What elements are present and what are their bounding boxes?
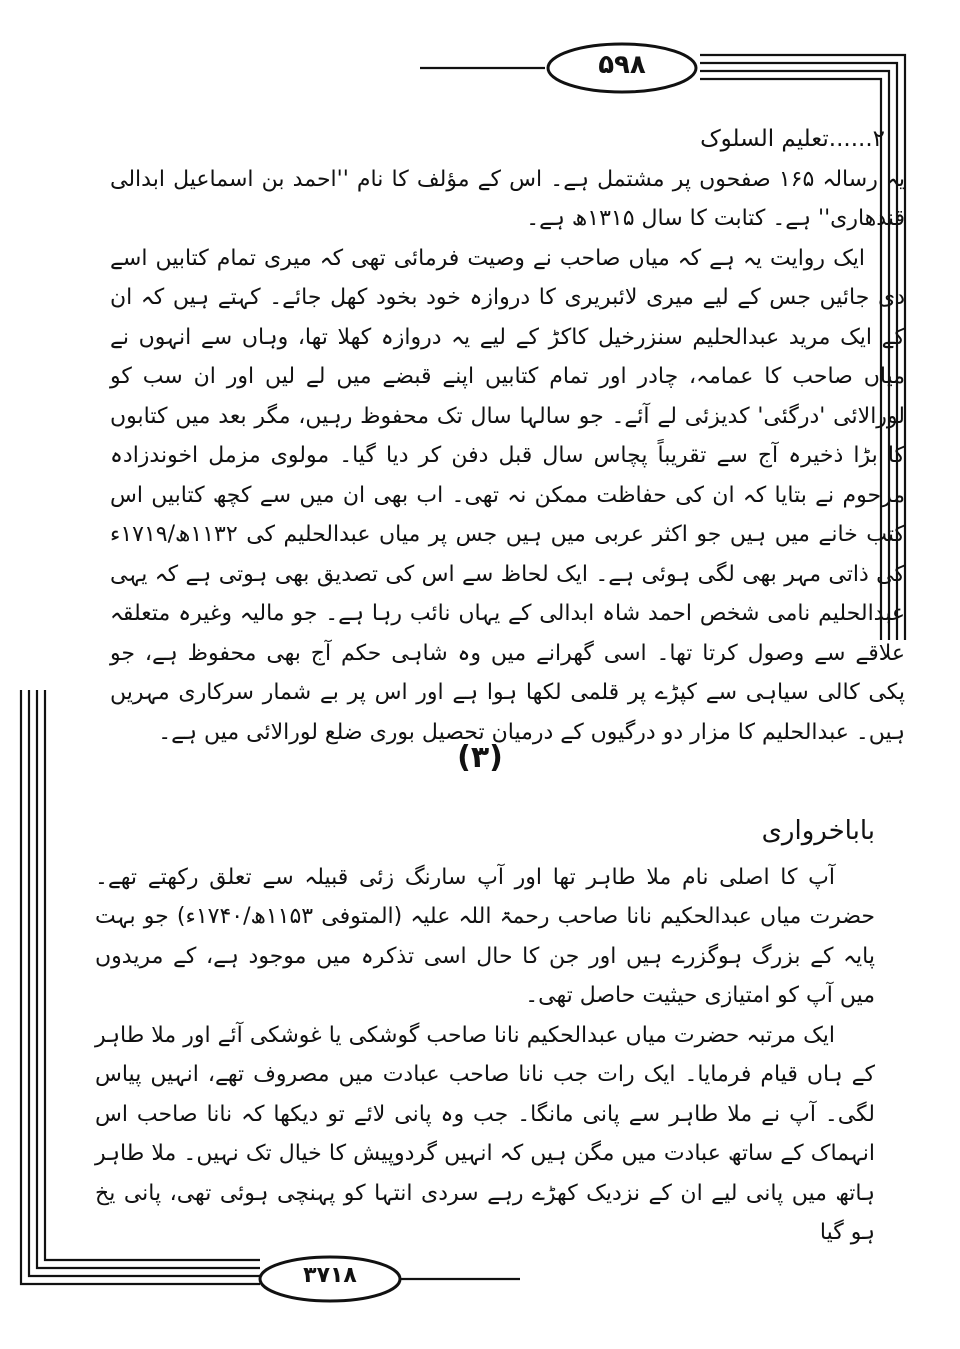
page-number-top: ۵۹۸ [598, 50, 646, 80]
paragraph-risala-details: یہ رسالہ ۱۶۵ صفحوں پر مشتمل ہے۔ اس کے مؤلف کا نام ''احمد بن اسماعیل ابدالی قندھاری'' ہے۔ کتابت کا سال ۱۳۱۵ھ ہے۔ [110, 166, 905, 231]
text-block-top [110, 120, 905, 745]
paragraph-intro: آپ کا اصلی نام ملا طاہر تھا اور آپ سارنگ زئی قبیلہ سے تعلق رکھتے تھے۔ حضرت میاں عبدالحکیم نانا صاحب رحمۃ اللہ علیہ (المتوفی ۱۱۵۳ھ/۱۷۴۰ء) جو بہت پایہ کے بزرگ ہوگزرے ہیں اور جن کا حال اسی تذکرہ میں موجود ہے، کے مریدوں میں آپ کو امتیازی حیثیت حاصل تھی۔ [95, 864, 876, 1008]
page-number-bottom: ۳۷۱۸ [303, 1263, 357, 1288]
text-block-bottom [95, 812, 876, 1245]
paragraph-incident: ایک مرتبہ حضرت میاں عبدالحکیم نانا صاحب گوشکی یا غوشکی آئے اور ملا طاہر کے ہاں قیام فرمایا۔ ایک رات جب نانا صاحب عبادت میں مصروف تھے، انہیں پیاس لگی۔ آپ نے ملا طاہر سے پانی مانگا۔ جب وہ پانی لائے تو دیکھا کہ نانا صاحب اس انہماک کے ساتھ عبادت میں مگن ہیں کہ انہیں گردوپیش کا خیال تک نہیں۔ ملا طاہر ہاتھ میں پانی لیے ان کے نزدیک کھڑے رہے سردی انتہا کو پہنچی ہوئی تھی، پانی یخ ہو گیا [95, 1022, 875, 1245]
section-number: (۳) [457, 740, 503, 775]
section-heading-taleem-ul-suluk: ۲......تعلیم السلوک [700, 126, 885, 152]
heading-baba-kharwari: باباخرواری [761, 816, 875, 846]
paragraph-riwayat: ایک روایت یہ ہے کہ میاں صاحب نے وصیت فرمائی تھی کہ میری تمام کتابیں اسے دی جائیں جس کے لیے میری لائبریری کا دروازہ خود بخود کھل جائے۔ کہتے ہیں کہ ان کے ایک مرید عبدالحلیم سنزرخیل کاکڑ کے لیے یہ دروازہ کھلا تھا، وہاں سے انہوں نے میاں صاحب کا عمامہ، چادر اور تمام کتابیں اپنے قبضے میں لے لیں اور ان سب کو لورالائی 'درگئی' کدیزئی لے آئے۔ جو سالہا سال تک محفوظ رہیں، مگر بعد میں کتابوں کا بڑا ذخیرہ آج سے تقریباً پچاس سال قبل دفن کر دیا گیا۔ مولوی مزمل اخوندزادہ مرحوم نے بتایا کہ ان کی حفاظت ممکن نہ تھی۔ اب بھی ان میں سے کچھ کتابیں اس کتب خانے میں ہیں جو اکثر عربی میں ہیں جس پر میاں عبدالحلیم کی ۱۱۳۲ھ/۱۷۱۹ء کی ذاتی مہر بھی لگی ہوئی ہے۔ ایک لحاظ سے اس کی تصدیق بھی ہوتی ہے کہ یہی عبدالحلیم نامی شخص احمد شاہ ابدالی کے یہاں نائب رہا ہے۔ جو مالیہ وغیرہ متعلقہ علاقے سے وصول کرتا تھا۔ اسی گھرانے میں وہ شاہی حکم آج بھی محفوظ ہے، جو پکی کالی سیاہی سے کپڑے پر قلمی لکھا ہوا ہے اور اس پر بے شمار سرکاری مہریں ہیں۔ عبدالحلیم کا مزار دو درگیوں کے درمیان تحصیل بوری ضلع لورالائی میں ہے۔ [110, 245, 905, 745]
